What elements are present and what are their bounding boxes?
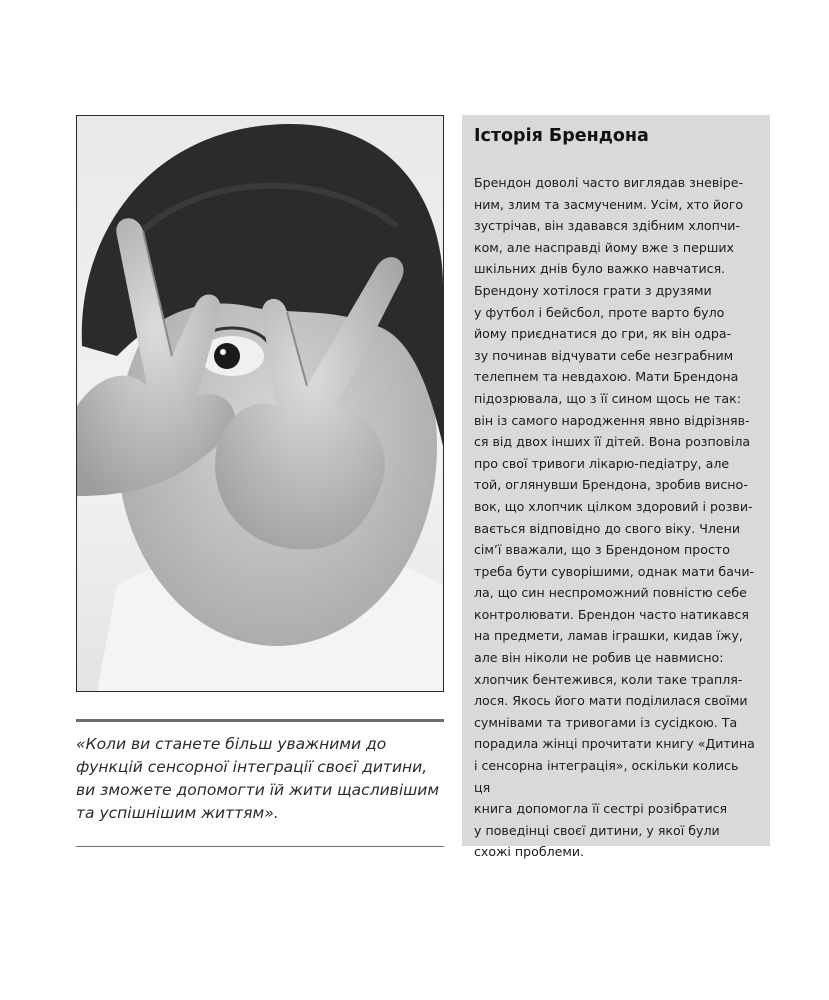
sidebar-title: Історія Брендона	[474, 126, 649, 146]
sidebar-body: Брендон доволі часто виглядав зневіре- ним, злим та засмученим. Усім, хто його зустрічав, він здавався здібним хлопчи- ком, але насправді йому вже з перших шкільних днів було важко навчатися. Брендону хотілося грати з друзями у футбол і бейсбол, проте варто було йому приєднатися до гри, як він одра- зу починав відчувати себе незграбним телепнем та невдахою. Мати Брендона підозрювала, що з її сином щось не так: він із самого народження явно відрізняв- ся від двох інших її дітей. Вона розповіла про свої тривоги лікарю-педіатру, але той, оглянувши Брендона, зробив висно- вок, що хлопчик цілком здоровий і розви- вається відповідно до свого віку. Члени сім’ї вважали, що з Брендоном просто треба бути суворішими, однак мати бачи- ла, що син неспроможний повністю себе контролювати. Брендон часто натикався на предмети, ламав іграшки, кидав їжу, але він ніколи не робив це навмисно: хлопчик бентежився, коли таке трапля- лося. Якось його мати поділилася своїми сумнівами та тривогами із сусідкою. Та порадила жінці прочитати книгу «Дитина і сенсорна інтеграція», оскільки колись ця книга допомогла її сестрі розібратися у поведінці своєї дитини, у якої були схожі проблеми.	[474, 175, 755, 860]
child-peeking-through-fingers-photo	[77, 116, 443, 691]
child-photo	[76, 115, 444, 692]
quote-bottom-rule	[76, 846, 444, 847]
sidebar-box	[462, 115, 770, 860]
pull-quote: «Коли ви станете більш уважними до функцій сенсорної інтеграції своєї дитини, ви зможете допомогти їй жити щасливішим та успішнішим життям».	[76, 735, 440, 822]
quote-top-rule	[76, 719, 444, 722]
